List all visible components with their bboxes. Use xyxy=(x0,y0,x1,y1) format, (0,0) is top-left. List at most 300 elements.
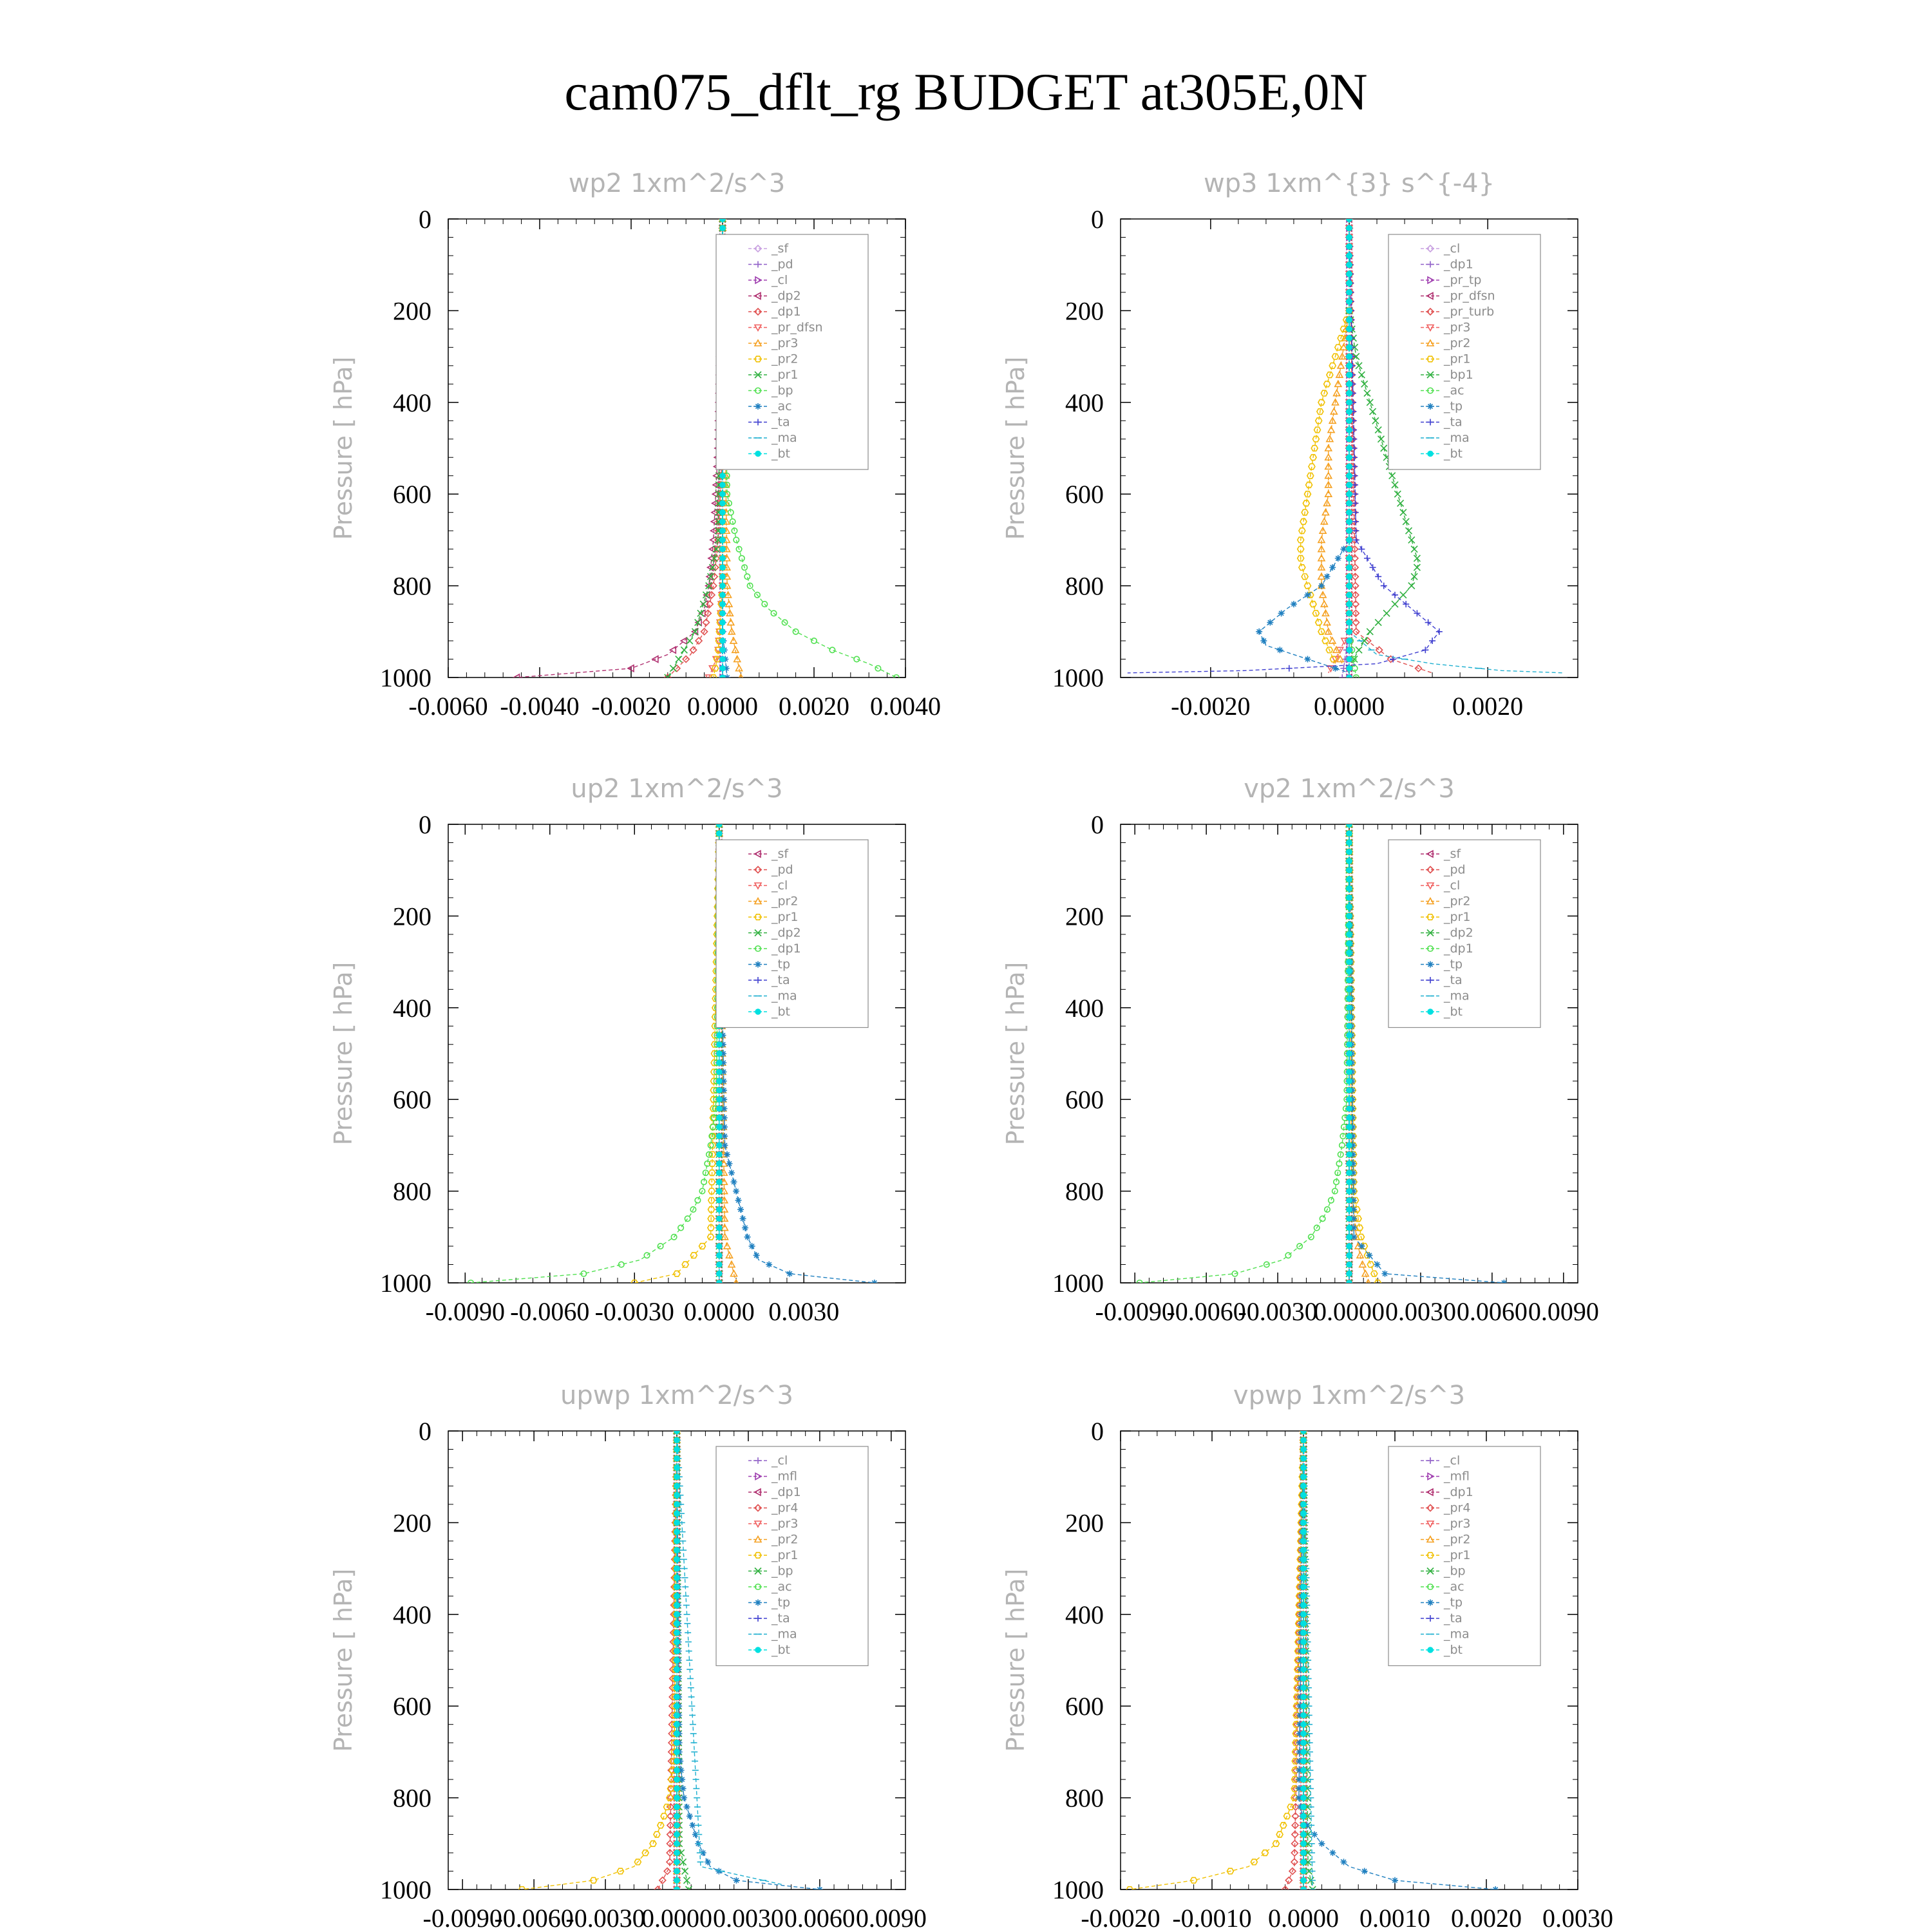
data-point xyxy=(1347,437,1352,442)
y-axis-label: Pressure [ hPa] xyxy=(329,1568,357,1752)
y-tick-label: 1000 xyxy=(380,1269,431,1298)
y-tick-label: 1000 xyxy=(380,1875,431,1904)
legend-label: _pd xyxy=(1444,862,1466,877)
data-point xyxy=(720,556,726,562)
data-point xyxy=(1347,1133,1352,1139)
data-point xyxy=(1304,592,1311,598)
data-point xyxy=(1347,280,1352,286)
y-tick-label: 800 xyxy=(1065,571,1104,601)
y-tick-label: 800 xyxy=(393,1177,431,1206)
legend-label: _ta xyxy=(1444,973,1463,987)
legend-label: _pr2 xyxy=(772,352,799,366)
data-point xyxy=(674,1731,680,1737)
data-point xyxy=(1301,1795,1307,1801)
data-point xyxy=(1301,1455,1307,1461)
data-point xyxy=(1347,372,1352,378)
data-point xyxy=(674,1465,680,1471)
data-point xyxy=(1356,647,1362,653)
data-point xyxy=(716,831,722,837)
x-tick-label: 0.0060 xyxy=(1456,1297,1528,1326)
data-point xyxy=(674,1667,680,1672)
legend xyxy=(1388,840,1540,1028)
data-point xyxy=(1347,290,1352,296)
data-point xyxy=(1347,528,1352,534)
legend-label: _ac xyxy=(772,399,792,413)
data-point xyxy=(720,583,726,589)
series-line xyxy=(634,824,719,1283)
data-point xyxy=(720,601,726,607)
data-point xyxy=(1301,1823,1307,1828)
x-tick-label: 0.0000 xyxy=(1314,1297,1385,1326)
data-point xyxy=(720,473,726,478)
data-point xyxy=(1347,647,1352,653)
legend-label: _ma xyxy=(772,1627,797,1642)
legend-label: _bt xyxy=(772,446,791,461)
x-tick-label: -0.0020 xyxy=(1081,1904,1160,1932)
data-point xyxy=(674,1520,680,1526)
legend-label: _pr1 xyxy=(772,910,799,924)
data-point xyxy=(674,1814,680,1819)
x-tick-label: 0.0040 xyxy=(870,692,941,721)
y-tick-label: 600 xyxy=(1065,1085,1104,1115)
data-point xyxy=(687,638,693,644)
data-point xyxy=(1356,363,1362,369)
data-point xyxy=(721,1133,728,1139)
data-point xyxy=(1301,1731,1307,1737)
data-point xyxy=(1320,1216,1325,1222)
y-tick-label: 200 xyxy=(1065,296,1104,326)
data-point xyxy=(720,647,726,653)
data-point xyxy=(716,1060,722,1066)
data-point xyxy=(1347,666,1352,672)
legend-label: _pr4 xyxy=(1444,1501,1471,1515)
data-point xyxy=(1256,629,1262,635)
data-point xyxy=(1347,400,1352,406)
data-point xyxy=(720,592,726,598)
data-point xyxy=(1347,556,1352,562)
data-point xyxy=(682,1262,688,1267)
data-point xyxy=(674,1428,680,1434)
data-point xyxy=(1347,354,1352,359)
data-point xyxy=(1299,565,1305,571)
data-point xyxy=(1394,491,1401,497)
data-point xyxy=(1347,950,1352,956)
data-point xyxy=(735,1197,742,1204)
data-point xyxy=(674,1455,680,1461)
data-point xyxy=(674,1566,680,1571)
legend-label: _pr1 xyxy=(772,1548,799,1562)
data-point xyxy=(1260,638,1267,644)
y-tick-label: 800 xyxy=(1065,1177,1104,1206)
x-tick-label: -0.0030 xyxy=(565,1904,645,1932)
data-point xyxy=(661,1814,667,1819)
data-point xyxy=(716,1151,722,1157)
data-point xyxy=(1347,1253,1352,1258)
data-point xyxy=(674,1557,680,1562)
y-tick-label: 600 xyxy=(393,1085,431,1115)
data-point xyxy=(1324,381,1331,387)
data-point xyxy=(674,1712,680,1718)
figure-title: cam075_dflt_rg BUDGET at305E,0N xyxy=(564,62,1368,121)
legend-label: _dp1 xyxy=(772,305,801,319)
data-point xyxy=(1347,1151,1352,1157)
x-tick-label: -0.0090 xyxy=(1095,1297,1175,1326)
data-point xyxy=(1301,1768,1307,1774)
data-point xyxy=(716,1170,722,1176)
data-point xyxy=(1347,849,1352,855)
data-point xyxy=(1347,1032,1352,1038)
data-point xyxy=(1262,1850,1268,1856)
x-tick-label: -0.0090 xyxy=(422,1904,502,1932)
data-point xyxy=(817,1886,823,1893)
data-point xyxy=(1328,427,1334,433)
data-point xyxy=(1347,611,1352,616)
legend-label: _dp2 xyxy=(1444,925,1473,940)
data-point xyxy=(716,822,722,828)
legend-label: _dp2 xyxy=(772,925,801,940)
data-point xyxy=(644,1253,650,1258)
data-point xyxy=(1347,1023,1352,1029)
data-point xyxy=(1347,895,1352,901)
data-point xyxy=(1414,564,1420,571)
x-tick-label: -0.0020 xyxy=(591,692,671,721)
y-tick-label: 0 xyxy=(419,810,431,839)
series-dp1 xyxy=(468,822,722,1286)
data-point xyxy=(1301,1437,1307,1443)
panel-5 xyxy=(329,1381,927,1932)
legend-label: _ac xyxy=(772,1580,792,1594)
data-point xyxy=(1301,1511,1307,1517)
x-tick-label: 0.0020 xyxy=(1451,1904,1522,1932)
data-point xyxy=(674,1749,680,1755)
data-point xyxy=(1347,629,1352,635)
data-point xyxy=(674,1492,680,1498)
series-pr1 xyxy=(1126,1428,1307,1893)
data-point xyxy=(1347,446,1352,451)
data-point xyxy=(1375,620,1381,626)
data-point xyxy=(1361,1868,1368,1875)
data-point xyxy=(1301,1703,1307,1709)
data-point xyxy=(1325,491,1332,497)
data-point xyxy=(720,656,726,662)
data-point xyxy=(1322,638,1329,644)
data-point xyxy=(829,647,835,653)
data-point xyxy=(1347,996,1352,1001)
legend-marker xyxy=(1427,403,1434,410)
data-point xyxy=(1367,629,1373,635)
data-point xyxy=(1358,1243,1365,1249)
y-tick-label: 200 xyxy=(393,902,431,931)
data-point xyxy=(1304,656,1311,663)
y-tick-label: 800 xyxy=(1065,1783,1104,1813)
legend-label: _dp1 xyxy=(1444,942,1473,956)
data-point xyxy=(716,1106,722,1112)
legend-marker xyxy=(755,1647,761,1653)
data-point xyxy=(1400,509,1406,516)
data-point xyxy=(1301,1841,1307,1847)
x-tick-label: 0.0000 xyxy=(683,1297,755,1326)
y-tick-label: 400 xyxy=(393,993,431,1023)
data-point xyxy=(1347,886,1352,891)
legend-label: _mfl xyxy=(772,1469,797,1484)
data-point xyxy=(716,1207,722,1213)
legend-label: _pr3 xyxy=(1444,320,1471,335)
data-point xyxy=(1301,1593,1307,1599)
data-point xyxy=(1406,527,1412,534)
data-point xyxy=(1347,656,1352,662)
legend-label: _pr_dfsn xyxy=(772,320,823,335)
data-point xyxy=(739,556,745,562)
data-point xyxy=(1347,840,1352,846)
data-point xyxy=(716,1161,722,1167)
legend-label: _cl xyxy=(1444,242,1461,256)
data-point xyxy=(1347,1207,1352,1213)
data-point xyxy=(720,500,726,506)
data-point xyxy=(720,491,726,497)
data-point xyxy=(716,1271,722,1277)
y-tick-label: 600 xyxy=(393,1692,431,1721)
data-point xyxy=(1347,427,1352,433)
data-point xyxy=(749,1243,755,1249)
data-point xyxy=(1347,1280,1352,1286)
panel-title: upwp 1xm^2/s^3 xyxy=(560,1381,793,1410)
data-point xyxy=(1301,1777,1307,1783)
y-tick-label: 1000 xyxy=(1052,1875,1104,1904)
data-point xyxy=(1347,1244,1352,1249)
legend-label: _ta xyxy=(1444,415,1463,430)
data-point xyxy=(726,1160,733,1167)
data-point xyxy=(674,1612,680,1618)
x-tick-label: -0.0030 xyxy=(594,1297,674,1326)
data-point xyxy=(705,1859,711,1865)
data-point xyxy=(1301,1446,1307,1452)
data-point xyxy=(1347,491,1352,497)
data-point xyxy=(1347,1179,1352,1185)
data-point xyxy=(1347,922,1352,928)
data-point xyxy=(1347,299,1352,305)
data-point xyxy=(674,1878,680,1884)
data-point xyxy=(674,1548,680,1553)
legend-label: _cl xyxy=(772,878,788,893)
data-point xyxy=(1324,573,1331,580)
data-point xyxy=(674,1539,680,1544)
legend-marker xyxy=(1428,1009,1434,1015)
data-point xyxy=(1347,317,1352,323)
data-point xyxy=(716,1225,722,1231)
legend-label: _tp xyxy=(1444,957,1463,972)
data-point xyxy=(1310,601,1316,607)
data-point xyxy=(742,1225,748,1231)
legend-label: _mfl xyxy=(1444,1469,1470,1484)
data-point xyxy=(1347,959,1352,965)
data-point xyxy=(716,1069,722,1075)
legend xyxy=(716,234,868,469)
series-tp xyxy=(1256,216,1352,673)
data-point xyxy=(1347,473,1352,478)
y-axis-label: Pressure [ hPa] xyxy=(1001,961,1030,1146)
data-point xyxy=(1301,1758,1307,1764)
data-point xyxy=(1301,1804,1307,1810)
series-line xyxy=(517,219,723,677)
data-point xyxy=(1347,464,1352,469)
data-point xyxy=(1347,537,1352,543)
data-point xyxy=(674,1694,680,1700)
legend-label: _pr2 xyxy=(1444,336,1471,350)
x-tick-label: 0.0030 xyxy=(1542,1904,1613,1932)
data-point xyxy=(674,1887,680,1893)
data-point xyxy=(716,1198,722,1204)
data-point xyxy=(1301,1685,1307,1690)
data-point xyxy=(728,1170,735,1176)
data-point xyxy=(674,1740,680,1746)
y-tick-label: 800 xyxy=(393,1783,431,1813)
data-point xyxy=(720,519,726,525)
data-point xyxy=(1301,1492,1307,1498)
data-point xyxy=(1381,445,1387,451)
data-point xyxy=(1374,1262,1380,1268)
data-point xyxy=(674,1721,680,1727)
data-point xyxy=(687,1813,693,1819)
data-point xyxy=(680,1785,687,1792)
legend-label: _ma xyxy=(772,431,797,445)
data-point xyxy=(1347,363,1352,369)
data-point xyxy=(1347,1225,1352,1231)
data-point xyxy=(1347,519,1352,525)
data-point xyxy=(1370,564,1376,571)
data-point xyxy=(1392,482,1398,488)
data-point xyxy=(1347,482,1352,488)
y-tick-label: 0 xyxy=(419,205,431,234)
panel-title: up2 1xm^2/s^3 xyxy=(571,774,783,804)
data-point xyxy=(1301,1630,1307,1636)
data-point xyxy=(1367,1262,1374,1267)
y-tick-label: 200 xyxy=(1065,902,1104,931)
legend-label: _pr1 xyxy=(772,368,799,382)
data-point xyxy=(1347,1124,1352,1130)
data-point xyxy=(1501,1280,1507,1286)
data-point xyxy=(1347,867,1352,873)
legend-label: _bp xyxy=(772,1564,793,1578)
legend-label: _tp xyxy=(1444,399,1463,413)
y-tick-label: 0 xyxy=(419,1417,431,1446)
data-point xyxy=(1301,1658,1307,1663)
legend-label: _pd xyxy=(772,862,793,877)
data-point xyxy=(1301,1667,1307,1672)
data-point xyxy=(720,611,726,616)
legend-marker xyxy=(1427,961,1434,968)
data-point xyxy=(674,1639,680,1645)
data-point xyxy=(676,656,682,663)
y-tick-label: 0 xyxy=(1091,810,1104,839)
data-point xyxy=(1347,1188,1352,1194)
data-point xyxy=(674,1575,680,1581)
legend xyxy=(716,840,868,1028)
data-point xyxy=(1278,610,1285,616)
data-point xyxy=(674,1584,680,1590)
data-point xyxy=(1347,262,1352,268)
data-point xyxy=(753,1252,760,1258)
legend-label: _ac xyxy=(1444,383,1464,398)
x-tick-label: 0.0000 xyxy=(687,692,758,721)
data-point xyxy=(1301,1529,1307,1535)
data-point xyxy=(1375,427,1381,433)
data-point xyxy=(716,1133,722,1139)
data-point xyxy=(1347,565,1352,571)
data-point xyxy=(1347,1051,1352,1057)
legend-label: _bt xyxy=(772,1643,791,1657)
data-point xyxy=(674,1529,680,1535)
legend-label: _sf xyxy=(1444,847,1461,861)
data-point xyxy=(1301,1621,1307,1627)
data-point xyxy=(1347,500,1352,506)
data-point xyxy=(716,1051,722,1057)
data-point xyxy=(716,1124,722,1130)
data-point xyxy=(1347,271,1352,277)
legend-label: _pr2 xyxy=(772,1532,799,1547)
data-point xyxy=(674,1703,680,1709)
data-point xyxy=(681,647,687,653)
data-point xyxy=(1358,546,1365,553)
data-point xyxy=(1347,336,1352,341)
data-point xyxy=(1381,583,1387,589)
x-tick-label: -0.0020 xyxy=(1171,692,1251,721)
data-point xyxy=(720,225,726,231)
legend-label: _cl xyxy=(772,273,788,287)
data-point xyxy=(1370,408,1376,415)
data-point xyxy=(1316,620,1322,625)
data-point xyxy=(1335,555,1341,562)
data-point xyxy=(695,1198,701,1204)
data-point xyxy=(1436,629,1443,635)
data-point xyxy=(689,1822,696,1828)
series-dp2 xyxy=(514,216,726,681)
legend-label: _dp1 xyxy=(1444,257,1473,272)
data-point xyxy=(674,1502,680,1508)
data-point xyxy=(1347,1005,1352,1011)
data-point xyxy=(744,574,750,580)
data-point xyxy=(1347,234,1352,240)
data-point xyxy=(716,1115,722,1121)
legend-label: _sf xyxy=(772,242,789,256)
data-point xyxy=(716,1216,722,1222)
data-point xyxy=(674,1685,680,1690)
data-point xyxy=(1383,610,1390,616)
data-point xyxy=(1347,1078,1352,1084)
y-axis-label: Pressure [ hPa] xyxy=(1001,356,1030,540)
data-point xyxy=(674,1868,680,1874)
panel-3 xyxy=(329,774,905,1326)
series-line xyxy=(1140,824,1349,1283)
x-tick-label: 0.0020 xyxy=(779,692,849,721)
data-point xyxy=(1301,1428,1307,1434)
legend-label: _pr_tp xyxy=(1444,273,1482,287)
data-point xyxy=(1347,308,1352,314)
data-point xyxy=(1301,1712,1307,1718)
data-point xyxy=(1340,546,1347,553)
data-point xyxy=(1301,1557,1307,1562)
legend-marker xyxy=(1428,451,1434,457)
data-point xyxy=(690,1253,697,1258)
data-point xyxy=(1392,592,1398,598)
legend-label: _pr1 xyxy=(1444,910,1471,924)
series-line xyxy=(1130,1431,1303,1889)
data-point xyxy=(674,1271,680,1276)
data-point xyxy=(1276,647,1283,653)
y-tick-label: 800 xyxy=(393,571,431,601)
data-point xyxy=(1347,1161,1352,1167)
legend-label: _pr2 xyxy=(772,894,799,909)
legend-label: _ta xyxy=(772,1611,790,1625)
